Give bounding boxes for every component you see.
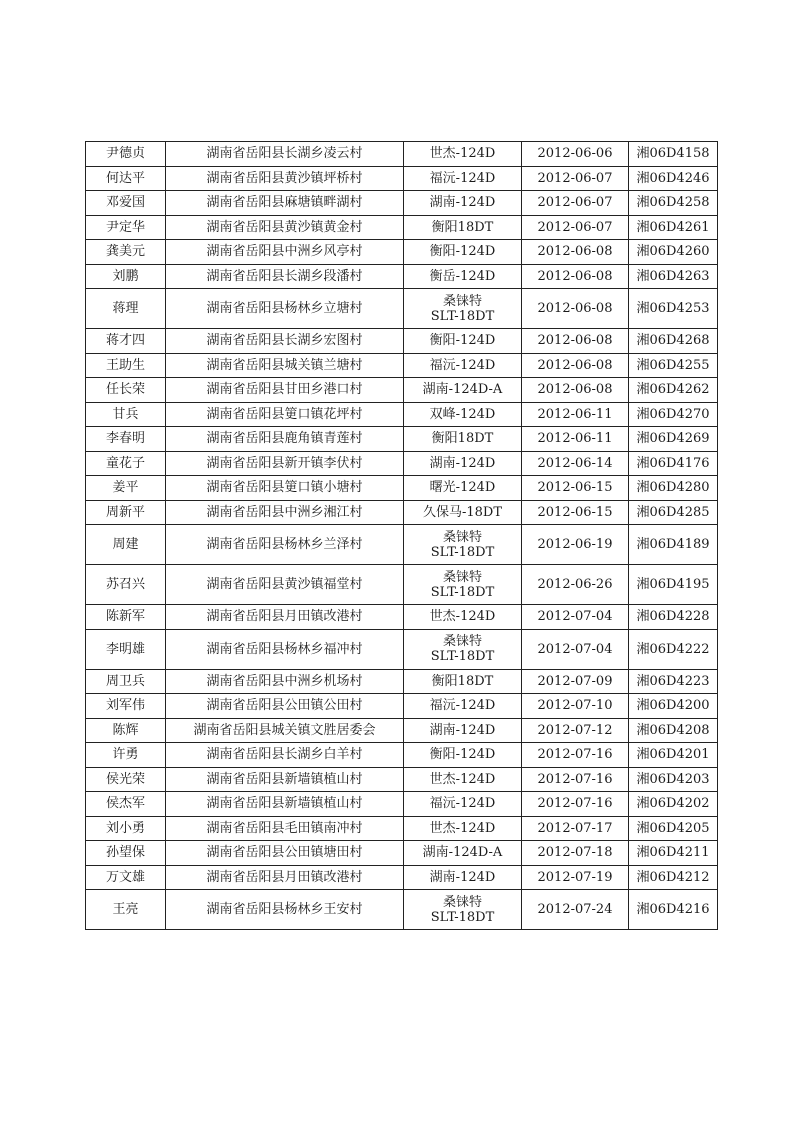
model-line: 福沅-124D xyxy=(429,796,496,812)
address-cell: 湖南省岳阳县新开镇李伏村 xyxy=(166,451,404,476)
plate-number-cell: 湘06D4195 xyxy=(629,565,718,605)
model-cell xyxy=(404,792,522,817)
plate-number-cell: 湘06D4211 xyxy=(629,841,718,866)
model-line: SLT-18DT xyxy=(430,308,495,324)
model-cell xyxy=(404,427,522,452)
table-row xyxy=(86,142,718,167)
model-line: 双峰-124D xyxy=(429,406,496,422)
table-row xyxy=(86,476,718,501)
model-line: 桑铼特 xyxy=(442,634,482,649)
date-cell: 2012-06-15 xyxy=(522,476,629,501)
date-cell: 2012-06-08 xyxy=(522,353,629,378)
table-row xyxy=(86,451,718,476)
address-cell: 湖南省岳阳县公田镇塘田村 xyxy=(166,841,404,866)
owner-name-cell: 蒋才四 xyxy=(86,329,166,354)
plate-number-cell: 湘06D4285 xyxy=(629,500,718,525)
plate-number-cell: 湘06D4223 xyxy=(629,669,718,694)
table-row xyxy=(86,605,718,630)
table-row xyxy=(86,378,718,403)
date-cell: 2012-07-12 xyxy=(522,718,629,743)
plate-number-cell: 湘06D4208 xyxy=(629,718,718,743)
model-line: 世杰-124D xyxy=(429,820,496,836)
owner-name-cell: 李春明 xyxy=(86,427,166,452)
model-line: 湖南-124D-A xyxy=(422,382,503,398)
model-cell xyxy=(404,353,522,378)
date-cell: 2012-06-07 xyxy=(522,215,629,240)
model-line: 湖南-124D xyxy=(429,195,496,211)
table-row xyxy=(86,792,718,817)
model-cell xyxy=(404,142,522,167)
model-cell xyxy=(404,629,522,669)
date-cell: 2012-06-07 xyxy=(522,191,629,216)
date-cell: 2012-07-16 xyxy=(522,792,629,817)
model-cell xyxy=(404,289,522,329)
date-cell: 2012-06-07 xyxy=(522,166,629,191)
plate-number-cell: 湘06D4202 xyxy=(629,792,718,817)
plate-number-cell: 湘06D4253 xyxy=(629,289,718,329)
model-line: 衡阳-124D xyxy=(429,244,496,260)
date-cell: 2012-06-19 xyxy=(522,525,629,565)
plate-number-cell: 湘06D4262 xyxy=(629,378,718,403)
date-cell: 2012-06-26 xyxy=(522,565,629,605)
model-cell xyxy=(404,402,522,427)
date-cell: 2012-06-11 xyxy=(522,427,629,452)
address-cell: 湖南省岳阳县筻口镇小塘村 xyxy=(166,476,404,501)
address-cell: 湖南省岳阳县杨林乡福冲村 xyxy=(166,629,404,669)
address-cell: 湖南省岳阳县月田镇改港村 xyxy=(166,865,404,890)
address-cell: 湖南省岳阳县麻塘镇畔湖村 xyxy=(166,191,404,216)
owner-name-cell: 尹定华 xyxy=(86,215,166,240)
owner-name-cell: 童花子 xyxy=(86,451,166,476)
plate-number-cell: 湘06D4228 xyxy=(629,605,718,630)
plate-number-cell: 湘06D4270 xyxy=(629,402,718,427)
plate-number-cell: 湘06D4261 xyxy=(629,215,718,240)
owner-name-cell: 侯光荣 xyxy=(86,767,166,792)
plate-number-cell: 湘06D4268 xyxy=(629,329,718,354)
plate-number-cell: 湘06D4158 xyxy=(629,142,718,167)
model-cell xyxy=(404,743,522,768)
model-cell xyxy=(404,166,522,191)
model-line: 衡阳18DT xyxy=(431,431,494,447)
model-line: 久保马-18DT xyxy=(422,504,503,520)
plate-number-cell: 湘06D4280 xyxy=(629,476,718,501)
table-row xyxy=(86,191,718,216)
owner-name-cell: 何达平 xyxy=(86,166,166,191)
model-cell xyxy=(404,605,522,630)
owner-name-cell: 万文雄 xyxy=(86,865,166,890)
table-row xyxy=(86,565,718,605)
owner-name-cell: 陈辉 xyxy=(86,718,166,743)
table-row xyxy=(86,629,718,669)
table-row xyxy=(86,669,718,694)
address-cell: 湖南省岳阳县城关镇兰塘村 xyxy=(166,353,404,378)
owner-name-cell: 李明雄 xyxy=(86,629,166,669)
owner-name-cell: 周卫兵 xyxy=(86,669,166,694)
date-cell: 2012-07-18 xyxy=(522,841,629,866)
date-cell: 2012-06-15 xyxy=(522,500,629,525)
model-line: SLT-18DT xyxy=(430,649,495,664)
plate-number-cell: 湘06D4269 xyxy=(629,427,718,452)
plate-number-cell: 湘06D4263 xyxy=(629,264,718,289)
date-cell: 2012-07-17 xyxy=(522,816,629,841)
address-cell: 湖南省岳阳县毛田镇南冲村 xyxy=(166,816,404,841)
table-row xyxy=(86,289,718,329)
model-line: 曙光-124D xyxy=(429,480,496,496)
table-row xyxy=(86,166,718,191)
plate-number-cell: 湘06D4216 xyxy=(629,890,718,930)
plate-number-cell: 湘06D4222 xyxy=(629,629,718,669)
date-cell: 2012-07-19 xyxy=(522,865,629,890)
table-row xyxy=(86,718,718,743)
model-line: 衡阳18DT xyxy=(431,673,494,689)
address-cell: 湖南省岳阳县长湖乡凌云村 xyxy=(166,142,404,167)
table-row xyxy=(86,240,718,265)
table-row xyxy=(86,743,718,768)
model-line: 湖南-124D xyxy=(429,722,496,738)
address-cell: 湖南省岳阳县甘田乡港口村 xyxy=(166,378,404,403)
table-row xyxy=(86,329,718,354)
table-row xyxy=(86,353,718,378)
address-cell: 湖南省岳阳县城关镇文胜居委会 xyxy=(166,718,404,743)
model-line: 桑铼特 xyxy=(442,569,482,585)
model-line: 桑铼特 xyxy=(442,894,482,910)
address-cell: 湖南省岳阳县中洲乡机场村 xyxy=(166,669,404,694)
model-cell xyxy=(404,767,522,792)
owner-name-cell: 姜平 xyxy=(86,476,166,501)
model-cell xyxy=(404,191,522,216)
model-cell xyxy=(404,500,522,525)
plate-number-cell: 湘06D4260 xyxy=(629,240,718,265)
address-cell: 湖南省岳阳县新墙镇植山村 xyxy=(166,767,404,792)
plate-number-cell: 湘06D4203 xyxy=(629,767,718,792)
table-row xyxy=(86,841,718,866)
model-cell xyxy=(404,865,522,890)
table-row xyxy=(86,816,718,841)
owner-name-cell: 陈新军 xyxy=(86,605,166,630)
plate-number-cell: 湘06D4176 xyxy=(629,451,718,476)
address-cell: 湖南省岳阳县杨林乡立塘村 xyxy=(166,289,404,329)
model-line: 福沅-124D xyxy=(429,170,496,186)
model-line: 衡阳-124D xyxy=(429,747,496,763)
date-cell: 2012-06-08 xyxy=(522,329,629,354)
date-cell: 2012-07-04 xyxy=(522,629,629,669)
date-cell: 2012-07-16 xyxy=(522,743,629,768)
address-cell: 湖南省岳阳县中洲乡风亭村 xyxy=(166,240,404,265)
model-cell xyxy=(404,215,522,240)
model-cell xyxy=(404,718,522,743)
owner-name-cell: 甘兵 xyxy=(86,402,166,427)
table-row xyxy=(86,890,718,930)
model-cell xyxy=(404,378,522,403)
address-cell: 湖南省岳阳县公田镇公田村 xyxy=(166,694,404,719)
address-cell: 湖南省岳阳县新墙镇植山村 xyxy=(166,792,404,817)
date-cell: 2012-07-16 xyxy=(522,767,629,792)
owner-name-cell: 孙望保 xyxy=(86,841,166,866)
owner-name-cell: 邓爱国 xyxy=(86,191,166,216)
address-cell: 湖南省岳阳县筻口镇花坪村 xyxy=(166,402,404,427)
plate-number-cell: 湘06D4201 xyxy=(629,743,718,768)
owner-name-cell: 刘军伟 xyxy=(86,694,166,719)
plate-number-cell: 湘06D4189 xyxy=(629,525,718,565)
model-line: 世杰-124D xyxy=(429,609,496,625)
model-line: 世杰-124D xyxy=(429,771,496,787)
plate-number-cell: 湘06D4200 xyxy=(629,694,718,719)
model-cell xyxy=(404,816,522,841)
address-cell: 湖南省岳阳县黄沙镇福堂村 xyxy=(166,565,404,605)
model-cell xyxy=(404,451,522,476)
model-line: SLT-18DT xyxy=(430,909,495,925)
owner-name-cell: 王亮 xyxy=(86,890,166,930)
plate-number-cell: 湘06D4255 xyxy=(629,353,718,378)
model-cell xyxy=(404,890,522,930)
address-cell: 湖南省岳阳县杨林乡王安村 xyxy=(166,890,404,930)
owner-name-cell: 王助生 xyxy=(86,353,166,378)
model-line: 桑铼特 xyxy=(442,293,482,309)
model-cell xyxy=(404,329,522,354)
model-line: 衡阳-124D xyxy=(429,333,496,349)
model-cell xyxy=(404,525,522,565)
address-cell: 湖南省岳阳县黄沙镇坪桥村 xyxy=(166,166,404,191)
table-row xyxy=(86,525,718,565)
owner-name-cell: 刘鹏 xyxy=(86,264,166,289)
date-cell: 2012-06-08 xyxy=(522,240,629,265)
address-cell: 湖南省岳阳县黄沙镇黄金村 xyxy=(166,215,404,240)
table-row xyxy=(86,694,718,719)
model-line: 衡岳-124D xyxy=(429,268,496,284)
table-row xyxy=(86,215,718,240)
address-cell: 湖南省岳阳县长湖乡段潘村 xyxy=(166,264,404,289)
date-cell: 2012-06-08 xyxy=(522,264,629,289)
model-line: 衡阳18DT xyxy=(431,219,494,235)
plate-number-cell: 湘06D4205 xyxy=(629,816,718,841)
owner-name-cell: 刘小勇 xyxy=(86,816,166,841)
date-cell: 2012-06-08 xyxy=(522,378,629,403)
model-line: SLT-18DT xyxy=(430,544,495,560)
owner-name-cell: 周新平 xyxy=(86,500,166,525)
table-row xyxy=(86,264,718,289)
plate-number-cell: 湘06D4246 xyxy=(629,166,718,191)
table-row xyxy=(86,427,718,452)
model-cell xyxy=(404,565,522,605)
owner-name-cell: 任长荣 xyxy=(86,378,166,403)
table-row xyxy=(86,865,718,890)
table-row xyxy=(86,402,718,427)
model-line: 福沅-124D xyxy=(429,357,496,373)
owner-name-cell: 许勇 xyxy=(86,743,166,768)
owner-name-cell: 尹德贞 xyxy=(86,142,166,167)
owner-name-cell: 龚美元 xyxy=(86,240,166,265)
model-cell xyxy=(404,694,522,719)
model-line: 湖南-124D-A xyxy=(422,845,503,861)
model-line: 世杰-124D xyxy=(429,146,496,162)
owner-name-cell: 周建 xyxy=(86,525,166,565)
address-cell: 湖南省岳阳县杨林乡兰泽村 xyxy=(166,525,404,565)
date-cell: 2012-06-08 xyxy=(522,289,629,329)
plate-number-cell: 湘06D4212 xyxy=(629,865,718,890)
date-cell: 2012-06-14 xyxy=(522,451,629,476)
address-cell: 湖南省岳阳县长湖乡白羊村 xyxy=(166,743,404,768)
owner-name-cell: 侯杰军 xyxy=(86,792,166,817)
model-line: 湖南-124D xyxy=(429,455,496,471)
model-line: 湖南-124D xyxy=(429,869,496,885)
address-cell: 湖南省岳阳县鹿角镇青莲村 xyxy=(166,427,404,452)
owner-name-cell: 苏召兴 xyxy=(86,565,166,605)
plate-number-cell: 湘06D4258 xyxy=(629,191,718,216)
table-body xyxy=(86,142,718,930)
model-cell xyxy=(404,240,522,265)
table-row xyxy=(86,767,718,792)
model-line: SLT-18DT xyxy=(430,584,495,600)
table-row xyxy=(86,500,718,525)
date-cell: 2012-07-09 xyxy=(522,669,629,694)
model-cell xyxy=(404,841,522,866)
address-cell: 湖南省岳阳县中洲乡湘江村 xyxy=(166,500,404,525)
date-cell: 2012-07-10 xyxy=(522,694,629,719)
address-cell: 湖南省岳阳县月田镇改港村 xyxy=(166,605,404,630)
registration-table xyxy=(85,141,718,930)
model-line: 桑铼特 xyxy=(442,529,482,545)
date-cell: 2012-07-24 xyxy=(522,890,629,930)
model-cell xyxy=(404,669,522,694)
model-cell xyxy=(404,476,522,501)
model-cell xyxy=(404,264,522,289)
date-cell: 2012-07-04 xyxy=(522,605,629,630)
model-line: 福沅-124D xyxy=(429,698,496,714)
date-cell: 2012-06-11 xyxy=(522,402,629,427)
address-cell: 湖南省岳阳县长湖乡宏图村 xyxy=(166,329,404,354)
date-cell: 2012-06-06 xyxy=(522,142,629,167)
owner-name-cell: 蒋理 xyxy=(86,289,166,329)
